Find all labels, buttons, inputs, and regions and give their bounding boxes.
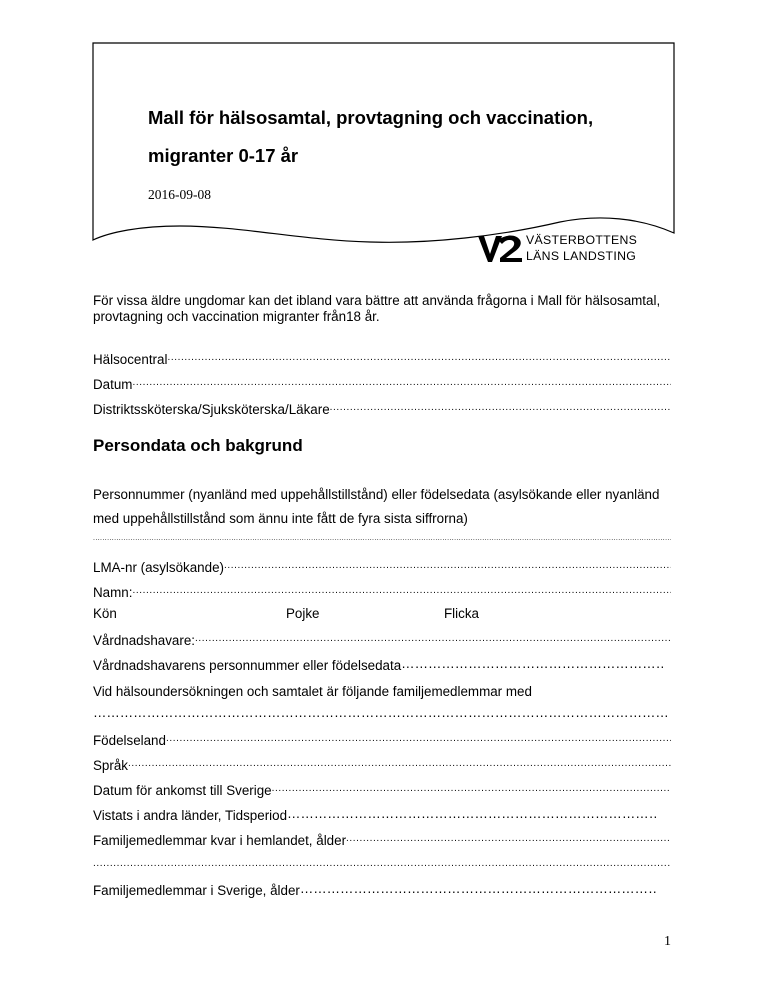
- staff-label: Distriktssköterska/Sjuksköterska/Läkare: [93, 402, 330, 417]
- fill-line: [93, 704, 667, 722]
- section-heading: Persondata och bakgrund: [93, 436, 303, 455]
- page-number: 1: [664, 934, 671, 949]
- language-label: Språk: [93, 758, 128, 773]
- arrival-date-label: Datum för ankomst till Sverige: [93, 783, 272, 798]
- lma-label: LMA-nr (asylsökande): [93, 560, 224, 575]
- fill-line: [272, 782, 671, 798]
- fill-line: [132, 376, 671, 392]
- family-present-label-row: [93, 679, 671, 699]
- arrival-date-field[interactable]: [93, 778, 671, 798]
- family-home-field[interactable]: [93, 828, 671, 848]
- birth-country-label: Födelseland: [93, 733, 166, 748]
- date-field[interactable]: [93, 372, 671, 392]
- family-home-label: Familjemedlemmar kvar i hemlandet, ålder: [93, 833, 347, 848]
- fill-line: [166, 732, 671, 748]
- birth-country-field[interactable]: [93, 728, 671, 748]
- name-label: Namn:: [93, 585, 133, 600]
- fill-line: [93, 532, 671, 550]
- date-label: Datum: [93, 377, 133, 392]
- name-field[interactable]: [93, 580, 671, 600]
- language-field[interactable]: [93, 753, 671, 773]
- family-present-label: Vid hälsoundersökningen och samtalet är följande familjemedlemmar med: [93, 684, 532, 699]
- fill-line: [93, 857, 671, 873]
- other-countries-field[interactable]: [93, 803, 656, 823]
- guardian-id-label: Vårdnadshavarens personnummer eller födelsedata: [93, 658, 402, 673]
- family-present-field[interactable]: [93, 702, 667, 722]
- family-sweden-label: Familjemedlemmar i Sverige, ålder: [93, 883, 300, 898]
- gender-option-boy[interactable]: Pojke: [286, 606, 320, 621]
- personnummer-field[interactable]: [93, 530, 671, 550]
- other-countries-label: Vistats i andra länder, Tidsperiod: [93, 808, 288, 823]
- fill-line: [132, 584, 671, 600]
- guardian-label: Vårdnadshavare:: [93, 633, 195, 648]
- fill-line: [346, 832, 671, 848]
- logo-line-1: VÄSTERBOTTENS: [526, 233, 638, 247]
- fill-line: [287, 805, 656, 823]
- intro-text: För vissa äldre ungdomar kan det ibland vara bättre att använda frågorna i Mall för hälsosamtal, provtagning och vaccination migranter från18 år.: [93, 293, 661, 324]
- family-sweden-field[interactable]: [93, 878, 657, 898]
- fill-line: [330, 401, 671, 417]
- guardian-id-field[interactable]: [93, 653, 665, 673]
- logo-text: [526, 233, 637, 264]
- fill-line: [167, 351, 671, 367]
- fill-line: [195, 632, 671, 648]
- document-title: Mall för hälsosamtal, provtagning och vaccination, migranter 0-17 år: [148, 107, 594, 166]
- family-home-extra-field[interactable]: [93, 853, 671, 873]
- fill-line: [300, 880, 657, 898]
- document-date: 2016-09-08: [148, 187, 211, 202]
- staff-field[interactable]: [93, 397, 671, 417]
- health-center-label: Hälsocentral: [93, 352, 168, 367]
- gender-label: Kön: [93, 606, 117, 621]
- fill-line: [128, 757, 671, 773]
- logo-line-2: LÄNS LANDSTING: [526, 248, 637, 263]
- personnummer-text: Personnummer (nyanländ med uppehållstillstånd) eller födelsedata (asylsökande eller nyanländ med uppehållstillstånd som ännu inte fått de fyra sista siffrorna): [93, 487, 660, 526]
- health-center-field[interactable]: [93, 347, 671, 367]
- lma-field[interactable]: [93, 555, 671, 575]
- fill-line: [401, 655, 665, 673]
- fill-line: [224, 559, 671, 575]
- guardian-field[interactable]: [93, 628, 671, 648]
- gender-option-girl[interactable]: Flicka: [444, 606, 479, 621]
